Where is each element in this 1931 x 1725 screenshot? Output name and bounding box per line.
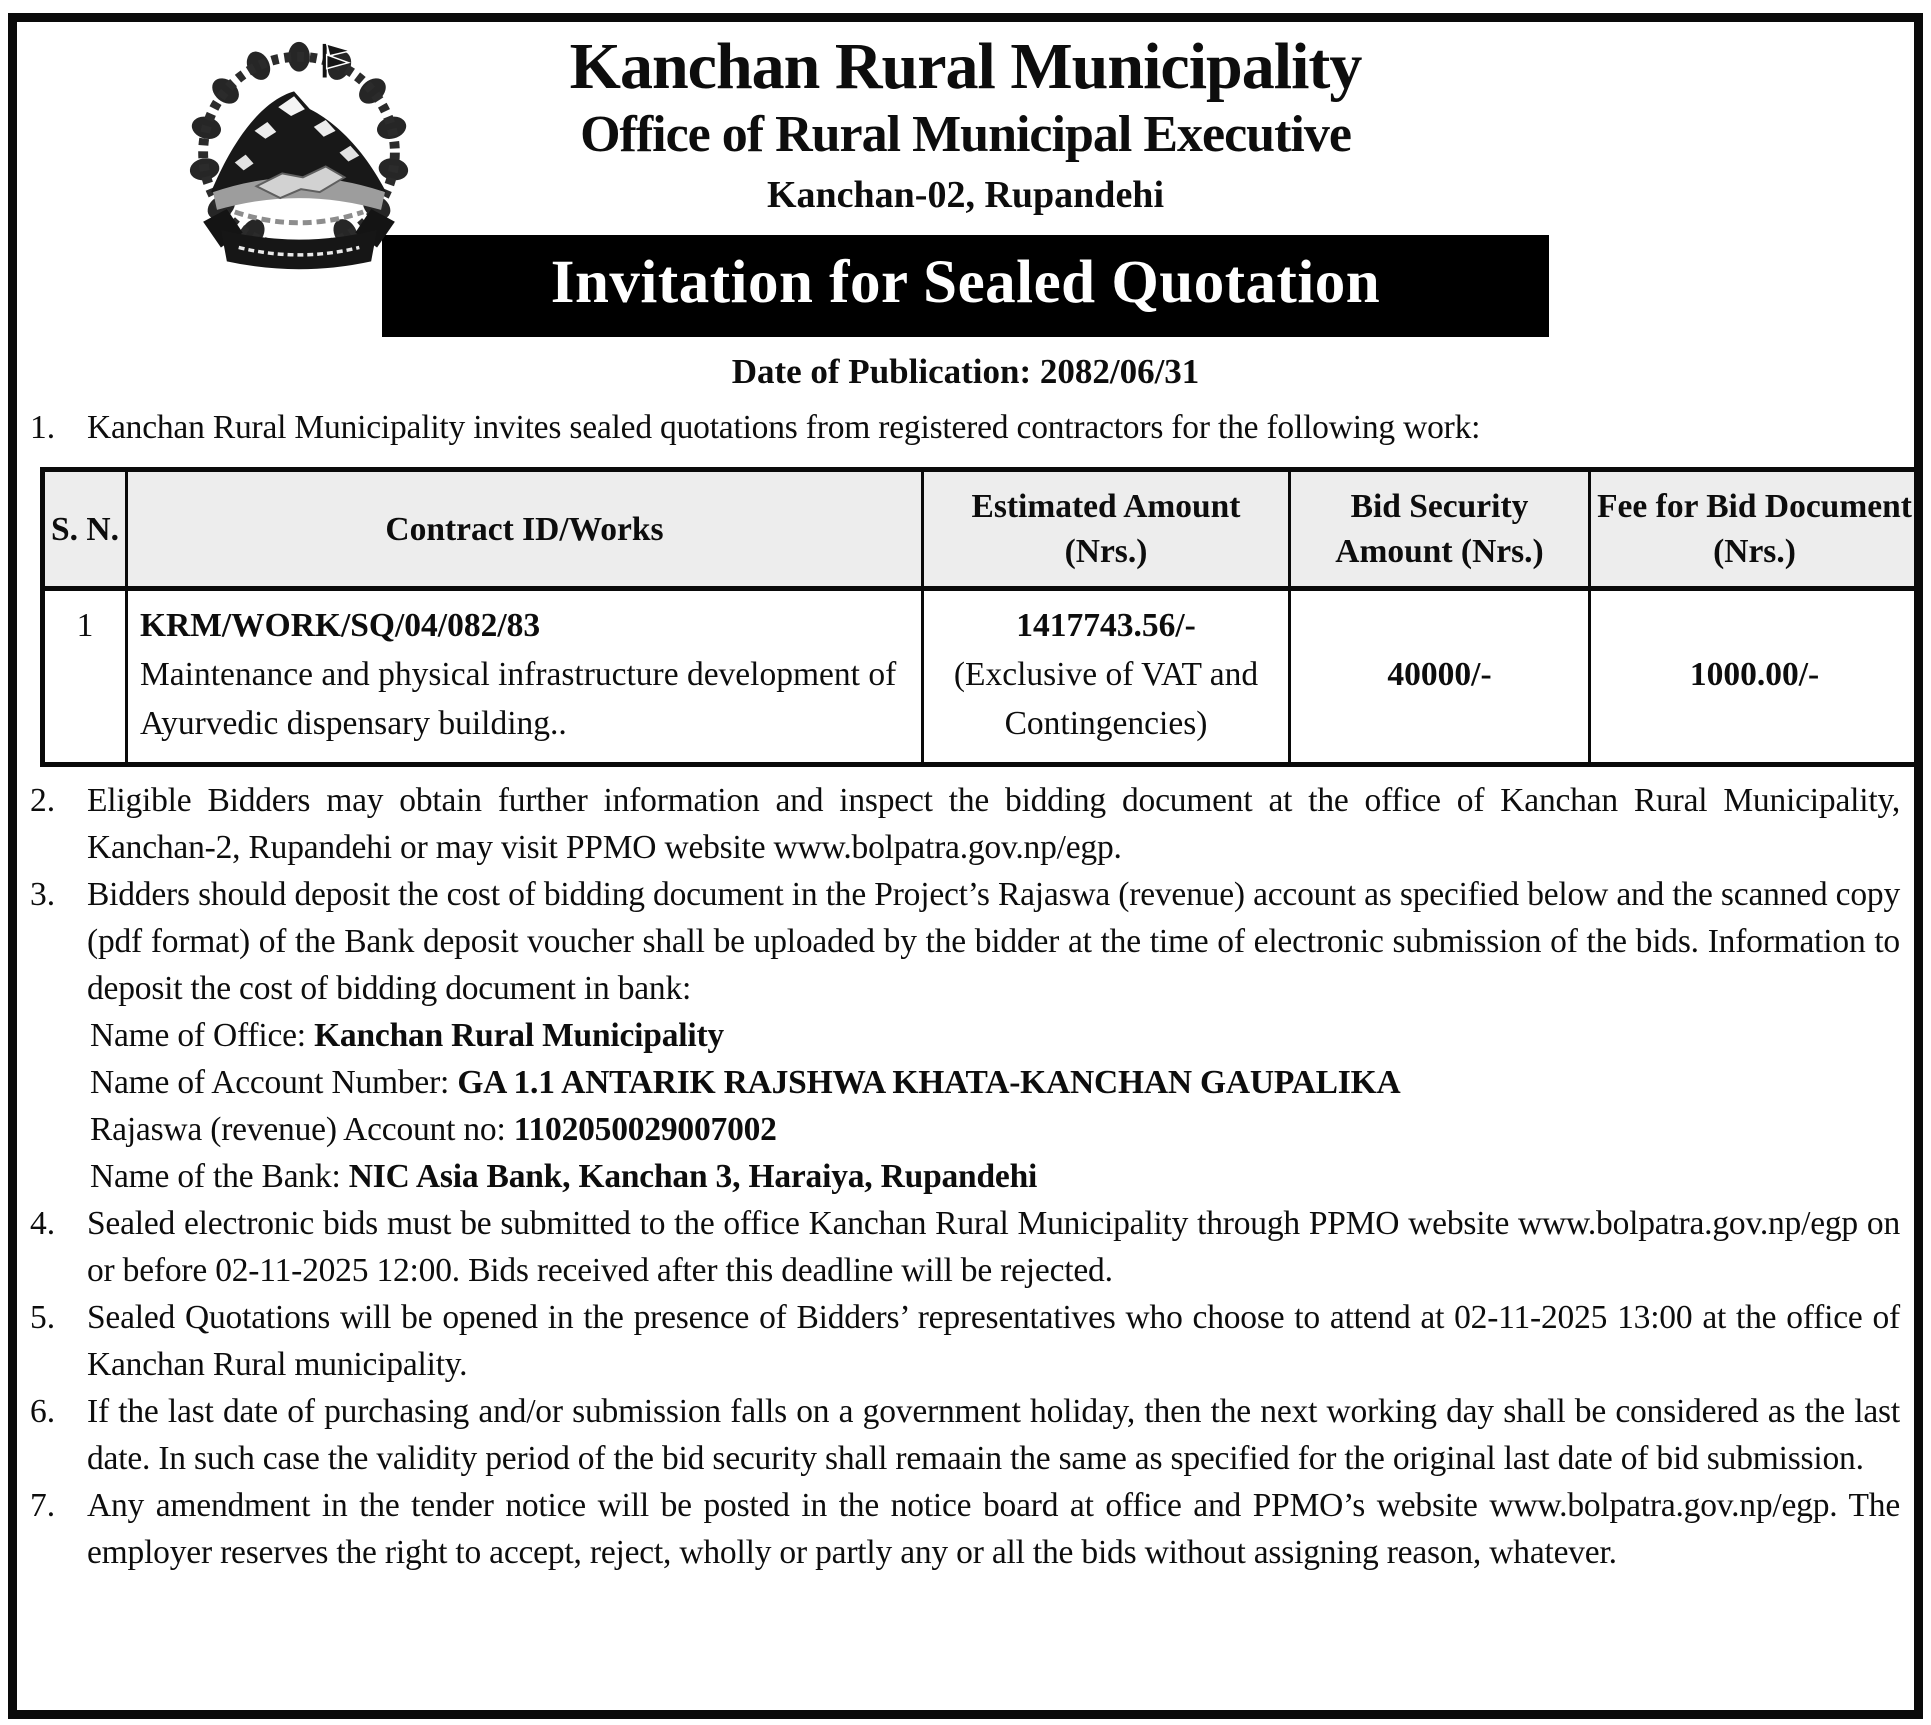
clause-7: [30, 1482, 1900, 1576]
col-header-bid-security: Bid Security Amount (Nrs.): [1290, 470, 1590, 589]
work-description: Maintenance and physical infrastructure development of Ayurvedic dispensary building..: [140, 656, 897, 743]
detail-label: Name of the Bank:: [90, 1158, 349, 1196]
clause-4: [30, 1200, 1900, 1294]
table-row: [43, 589, 1921, 765]
detail-value: 1102050029007002: [513, 1111, 777, 1149]
detail-value: Kanchan Rural Municipality: [314, 1017, 724, 1055]
clause-text: Bidders should deposit the cost of bidding document in the Project’s Rajaswa (revenue) account as specified below and the scanned copy (pdf format) of the Bank deposit voucher shall be uploaded by the bidder at the time of electronic submission of the bids. Information to deposit the cost of bidding document in bank:: [87, 876, 1900, 1008]
clause-text: Sealed Quotations will be opened in the presence of Bidders’ representatives who choose to attend at 02-11-2025 13:00 at the office of Kanchan Rural municipality.: [87, 1299, 1900, 1384]
clause-text: Any amendment in the tender notice will be posted in the notice board at office and PPMO’s website www.bolpatra.gov.np/egp. The employer reserves the right to accept, reject, wholly or partly any or all the bids without assigning reason, whatever.: [87, 1487, 1900, 1572]
clause-text: Sealed electronic bids must be submitted to the office Kanchan Rural Municipality through PPMO website www.bolpatra.gov.np/egp on or before 02-11-2025 12:00. Bids received after this deadline will be rejected.: [87, 1205, 1900, 1290]
cell-bid-security: [1290, 589, 1590, 765]
cell-bid-fee: [1590, 589, 1921, 765]
detail-label: Rajaswa (revenue) Account no:: [90, 1111, 514, 1149]
bank-detail-account-number: [30, 1106, 1900, 1153]
detail-value: NIC Asia Bank, Kanchan 3, Haraiya, Rupandehi: [348, 1158, 1038, 1196]
clause-text: Eligible Bidders may obtain further information and inspect the bidding document at the office of Kanchan Rural Municipality, Kanchan-2, Rupandehi or may visit PPMO website www.bolpatra.gov.np/egp.: [87, 782, 1900, 867]
clause-number: 1.: [30, 409, 56, 447]
detail-label: Name of Account Number:: [90, 1064, 458, 1102]
cell-sn: 1: [43, 589, 127, 765]
bank-detail-bank-name: [30, 1153, 1900, 1200]
clause-5: [30, 1294, 1900, 1388]
tender-notice-document: [17, 22, 1914, 1576]
detail-value: GA 1.1 ANTARIK RAJSHWA KHATA-KANCHAN GAUPALIKA: [457, 1064, 1401, 1102]
estimated-note: (Exclusive of VAT and Contingencies): [953, 656, 1259, 743]
estimated-amount: 1417743.56/-: [1016, 607, 1196, 645]
clause-number: 2.: [30, 782, 56, 820]
organization-title: Kanchan Rural Municipality: [569, 30, 1362, 103]
cell-contract: [127, 589, 923, 765]
clause-1: [30, 404, 1900, 451]
document-header: [17, 32, 1914, 392]
bid-document-fee: 1000.00/-: [1689, 656, 1820, 694]
clause-number: 5.: [30, 1299, 56, 1337]
clause-6: [30, 1388, 1900, 1482]
clause-number: 6.: [30, 1393, 56, 1431]
publication-date: Date of Publication: 2082/06/31: [731, 352, 1200, 392]
notice-title-text: Invitation for Sealed Quotation: [550, 249, 1381, 317]
table-header-row: [43, 470, 1921, 589]
bid-security-amount: 40000/-: [1387, 656, 1492, 694]
col-header-contract: Contract ID/Works: [127, 470, 923, 589]
office-subtitle: Office of Rural Municipal Executive: [580, 106, 1351, 164]
cell-estimated: [923, 589, 1290, 765]
bank-detail-office: [30, 1012, 1900, 1059]
clause-2: [30, 777, 1900, 871]
col-header-sn: S. N.: [43, 470, 127, 589]
detail-label: Name of Office:: [90, 1017, 315, 1055]
clause-text: Kanchan Rural Municipality invites sealed quotations from registered contractors for the following work:: [87, 409, 1481, 447]
works-table: [40, 467, 1923, 767]
contract-id: KRM/WORK/SQ/04/082/83: [140, 607, 541, 645]
col-header-bid-fee: Fee for Bid Document (Nrs.): [1590, 470, 1921, 589]
bank-detail-account-name: [30, 1059, 1900, 1106]
col-header-estimated: Estimated Amount (Nrs.): [923, 470, 1290, 589]
clause-number: 3.: [30, 876, 56, 914]
notice-title-banner: [382, 235, 1549, 337]
clause-number: 4.: [30, 1205, 56, 1243]
nepal-municipality-emblem-icon: [175, 36, 423, 288]
clause-text: If the last date of purchasing and/or submission falls on a government holiday, then the next working day shall be considered as the last date. In such case the validity period of the bid security shall remaain the same as specified for the original last date of bid submission.: [87, 1393, 1900, 1478]
clause-3: [30, 871, 1900, 1012]
office-address: Kanchan-02, Rupandehi: [766, 174, 1164, 217]
clause-number: 7.: [30, 1487, 56, 1525]
notice-body: [17, 404, 1914, 1576]
